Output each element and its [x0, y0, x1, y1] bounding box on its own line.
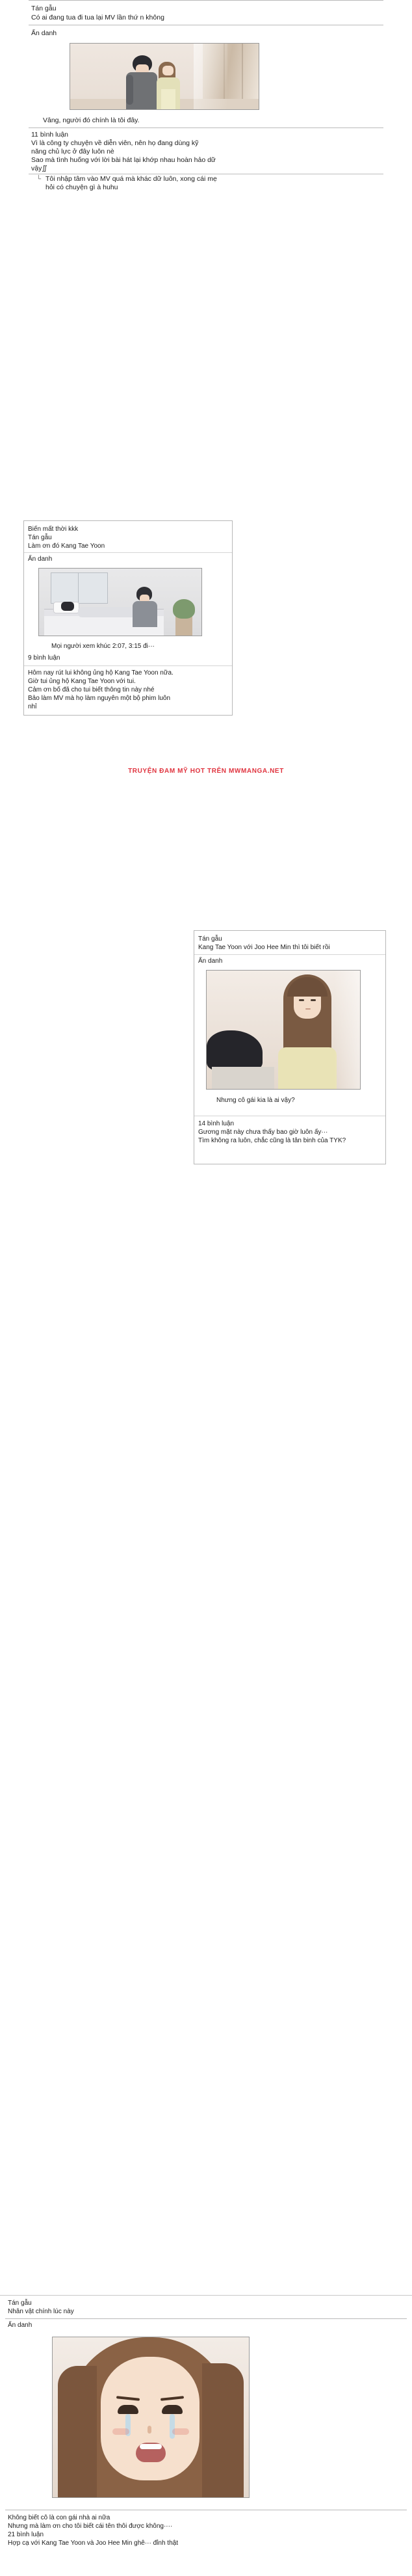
reply-1-line-0: Tôi nhập tâm vào MV quá mà khác dữ luôn, xong cái mẹ [45, 175, 217, 183]
comment-2-line-1: Tán gẫu [28, 534, 52, 541]
comment-2-body-3: Bảo làm MV mà họ làm nguyên một bộ phim luôn [28, 695, 170, 702]
caption-2: Mọi người xem khúc 2:07, 3:15 đi··· [51, 643, 155, 650]
caption-3: Nhưng cô gái kia là ai vậy? [216, 1097, 295, 1104]
comment-1-body: Có ai đang tua đi tua lại MV lần thứ n không [31, 14, 164, 21]
caption-1: Vâng, người đó chính là tôi đây. [43, 116, 140, 124]
comment-2-body-4: nhỉ [28, 703, 37, 710]
comment-4-line-0: Tán gẫu [8, 2300, 32, 2307]
comment-block-2 [23, 520, 233, 716]
comment-4-body-0: Không biết cô là con gái nhà ai nữa [8, 2514, 110, 2521]
comment-3-author: Tán gẫu [198, 935, 222, 943]
comment-3-line-2: Sao mà tình huống với lời bài hát lại khớp nhau hoàn hảo dữ [31, 156, 216, 164]
comment-block-3 [194, 930, 386, 1164]
divider-2b [24, 665, 232, 666]
comment-4-body-2: 21 bình luận [8, 2531, 44, 2538]
comment-4-line-1: Nhân vật chính lúc này [8, 2308, 74, 2315]
comment-3-line-3: vậy∬ [31, 165, 47, 172]
divider-4a [5, 2318, 407, 2319]
illustration-1-art [70, 44, 259, 109]
comment-3-author-2: Ẩn danh [198, 958, 223, 965]
comment-4-body-3: Hợp cạ với Kang Tae Yoon và Joo Hee Min ghê··· đỉnh thật [8, 2540, 178, 2547]
illustration-4 [52, 2337, 250, 2498]
comment-1-author: Tán gẫu [31, 5, 57, 12]
divider-top-1 [29, 0, 383, 1]
divider-2a [24, 552, 232, 553]
divider-bot-1 [29, 127, 383, 128]
illustration-3-art [207, 971, 360, 1089]
comment-2-line-0: Biến mất thời kkk [28, 526, 79, 533]
comment-4-body-1: Nhưng mà làm ơn cho tôi biết cái tên thôi được không···· [8, 2523, 173, 2530]
comment-3-count: 11 bình luận [31, 131, 69, 139]
comment-block-1 [29, 0, 383, 174]
comment-3-body: Kang Tae Yoon với Joo Hee Min thì tôi biết rồi [198, 944, 330, 951]
illustration-1 [70, 43, 259, 110]
comment-2-body-0: Hôm nay rút lui không ủng hộ Kang Tae Yoon nữa. [28, 669, 174, 677]
divider-3a [194, 954, 385, 955]
site-banner: TRUYỆN ĐAM MỸ HOT TRÊN MWMANGA.NET [128, 768, 284, 775]
comment-3-line-1: năng chủ lực ở đây luôn nè [31, 148, 114, 155]
reply-marker-icon: └ [36, 176, 42, 183]
comment-2-line-3: Ẩn danh [28, 556, 53, 563]
comment-block-4 [5, 2295, 407, 2576]
comment-3-count-2: 14 bình luận [198, 1120, 235, 1127]
comment-3-body-0: Gương mặt này chưa thấy bao giờ luôn ấy··· [198, 1129, 328, 1136]
reply-1-line-1: hỏi có chuyện gì à huhu [45, 183, 118, 191]
illustration-2-art [39, 569, 201, 636]
comment-2-author: Ẩn danh [31, 29, 57, 37]
comment-3-line-0: Vì là công ty chuyện về diễn viên, nên họ đang dùng kỹ [31, 139, 199, 147]
comment-3-body-1: Tìm không ra luôn, chắc cũng là tân binh của TYK? [198, 1137, 346, 1144]
comment-2-body-1: Giờ tui ủng hộ Kang Tae Yoon với tui. [28, 678, 136, 685]
illustration-2 [38, 568, 202, 636]
comment-4-line-2: Ẩn danh [8, 2322, 32, 2329]
comment-2-body-2: Cảm ơn bố đã cho tui biết thông tin này nhé [28, 686, 155, 693]
comment-2-count: 9 bình luận [28, 654, 60, 662]
reply-block-1 [29, 174, 383, 198]
illustration-4-art [53, 2337, 249, 2497]
comment-2-line-2: Làm ơn đó Kang Tae Yoon [28, 543, 105, 550]
illustration-3 [206, 970, 361, 1090]
